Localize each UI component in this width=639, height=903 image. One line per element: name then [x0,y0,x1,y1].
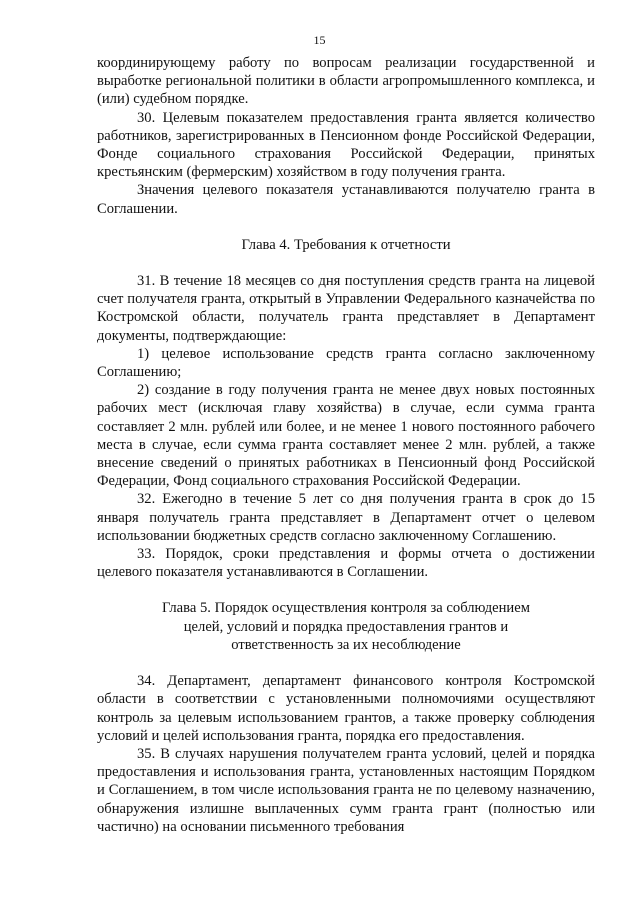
chapter-5-heading: Глава 5. Порядок осуществления контроля за соблюдением целей, условий и порядка предоставления грантов и ответственность за их несоблюдение [162,600,530,653]
document-body [97,54,595,836]
paragraph-31: 31. В течение 18 месяцев со дня поступления средств гранта на лицевой счет получателя гранта, открытый в Управлении Федерального казначейства по Костромской области, получатель гранта представляет в Департамент документы, подтверждающие: [97,273,595,344]
paragraph-30: 30. Целевым показателем предоставления гранта является количество работников, зарегистрированных в Пенсионном фонде Российской Федерации, Фонде социального страхования Российской Федерации, принятых крестьянским (фермерским) хозяйством в году получения гранта. [97,109,595,181]
paragraph-29-end: координирующему работу по вопросам реализации государственной и выработке региональной политики в области агропромышленного комплекса, и (или) судебном порядке. [97,55,595,108]
paragraph-31-item-1: 1) целевое использование средств гранта согласно заключенному Соглашению; [97,345,595,381]
page-number: 15 [313,33,326,47]
paragraph-31-item-2: 2) создание в году получения гранта не менее двух новых постоянных рабочих мест (исключая главу хозяйства) в случае, если сумма гранта составляет 2 млн. рублей или более, и не менее 1 нового постоянного рабочего места в случае, если сумма гранта составляет менее 2 млн. рублей, а также внесение сведений о принятых работниках в Пенсионный фонд Российской Федерации, Фонд социального страхования Российской Федерации. [97,382,595,490]
paragraph-32: 32. Ежегодно в течение 5 лет со дня получения гранта в срок до 15 января получатель гранта представляет в Департамент отчет о целевом использовании бюджетных средств согласно заключенному Соглашению. [97,491,595,544]
paragraph-34: 34. Департамент, департамент финансового контроля Костромской области в соответствии с установленными полномочиями осуществляют контроль за целевым использованием грантов, а также проверку соблюдения условий и целей использования гранта, порядка его предоставления. [97,673,595,744]
paragraph-target-values: Значения целевого показателя устанавливаются получателю гранта в Соглашении. [97,182,595,217]
paragraph-35: 35. В случаях нарушения получателем гранта условий, целей и порядка предоставления и использования гранта, установленных настоящим Порядком и Соглашением, в том числе использования гранта не по целевому назначению, обнаружения излишне выплаченных сумм гранта грант (полностью или частично) на основании письменного требования [97,745,595,835]
chapter-4-heading: Глава 4. Требования к отчетности [241,236,451,253]
paragraph-33: 33. Порядок, сроки представления и формы отчета о достижении целевого показателя устанавливаются в Соглашении. [97,546,595,581]
